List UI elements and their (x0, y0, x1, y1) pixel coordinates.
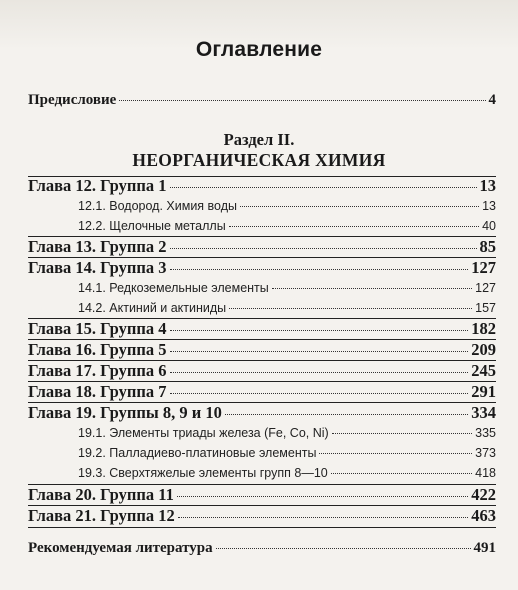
toc-entry-label: Глава 18. Группа 7 (28, 382, 167, 401)
toc-entry-page: 127 (475, 281, 496, 295)
dot-leader (225, 414, 468, 415)
dot-leader (332, 433, 472, 434)
toc-entry-page: 127 (471, 258, 496, 277)
toc-entry-page: 418 (475, 466, 496, 480)
toc-entry-19-3[interactable] (78, 466, 496, 480)
toc-entry-label: Глава 13. Группа 2 (28, 237, 167, 256)
toc-entry-12-1[interactable] (78, 199, 496, 213)
toc-entry-page: 245 (471, 361, 496, 380)
toc-entry-page: 13 (482, 199, 496, 213)
toc-entry-19-2[interactable] (78, 446, 496, 460)
toc-entry-page: 463 (471, 506, 496, 525)
toc-entry-label: Предисловие (28, 92, 117, 108)
dot-leader (331, 473, 472, 474)
toc-entry-label: Глава 14. Группа 3 (28, 258, 167, 277)
toc-entry-label: Глава 15. Группа 4 (28, 319, 167, 338)
dot-leader (170, 269, 469, 270)
toc-entry-page: 85 (479, 237, 496, 256)
toc-entry-page: 373 (475, 446, 496, 460)
dot-leader (119, 100, 485, 101)
toc-entry-label: 12.1. Водород. Химия воды (78, 199, 237, 213)
dot-leader (170, 248, 477, 249)
toc-entry-page: 40 (482, 219, 496, 233)
dot-leader (319, 453, 472, 454)
toc-entry-chapter-14[interactable] (28, 258, 496, 278)
toc-entry-label: Глава 21. Группа 12 (28, 506, 175, 525)
section-number: Раздел II. (223, 130, 295, 149)
toc-entry-label: 19.1. Элементы триады железа (Fe, Co, Ni) (78, 426, 329, 440)
toc-entry-chapter-15[interactable] (28, 319, 496, 339)
toc-entry-label: Рекомендуемая литература (28, 540, 213, 556)
dot-leader (170, 351, 469, 352)
toc-entry-page: 209 (471, 340, 496, 359)
dot-leader (170, 187, 477, 188)
toc-entry-chapter-21[interactable] (28, 506, 496, 526)
page-title: Оглавление (195, 38, 323, 61)
toc-entry-preface[interactable] (28, 92, 496, 109)
toc-entry-label: Глава 20. Группа 11 (28, 485, 174, 504)
toc-entry-chapter-18[interactable] (28, 382, 496, 402)
toc-entry-page: 157 (475, 301, 496, 315)
toc-entry-label: 19.2. Палладиево-платиновые элементы (78, 446, 317, 460)
dot-leader (170, 330, 469, 331)
dot-leader (216, 548, 471, 549)
toc-entry-page: 334 (471, 403, 496, 422)
toc-entry-label: 12.2. Щелочные металлы (78, 219, 226, 233)
dot-leader (272, 288, 472, 289)
toc-entry-label: 14.1. Редкоземельные элементы (78, 281, 269, 295)
toc-entry-chapter-19[interactable] (28, 403, 496, 423)
toc-entry-label: Глава 16. Группа 5 (28, 340, 167, 359)
toc-entry-label: Глава 12. Группа 1 (28, 176, 167, 195)
dot-leader (229, 226, 479, 227)
toc-entry-19-1[interactable] (78, 426, 496, 440)
toc-entry-label: 19.3. Сверхтяжелые элементы групп 8—10 (78, 466, 328, 480)
toc-entry-chapter-17[interactable] (28, 361, 496, 381)
toc-entry-page: 13 (479, 176, 496, 195)
toc-entry-page: 335 (475, 426, 496, 440)
toc-entry-page: 491 (473, 540, 496, 556)
toc-entry-label: Глава 17. Группа 6 (28, 361, 167, 380)
toc-entry-14-1[interactable] (78, 281, 496, 295)
dot-leader (229, 308, 472, 309)
toc-entry-label: 14.2. Актиний и актиниды (78, 301, 227, 315)
toc-entry-page: 422 (471, 485, 496, 504)
dot-leader (170, 393, 469, 394)
dot-leader (240, 206, 479, 207)
toc-entry-page: 182 (471, 319, 496, 338)
dot-leader (170, 372, 469, 373)
toc-entry-page: 291 (471, 382, 496, 401)
section-name: НЕОРГАНИЧЕСКАЯ ХИМИЯ (132, 150, 386, 170)
toc-entry-12-2[interactable] (78, 219, 496, 233)
toc-entry-literature[interactable] (28, 540, 496, 557)
toc-entry-chapter-16[interactable] (28, 340, 496, 360)
dot-leader (177, 496, 468, 497)
rule-line (28, 527, 496, 528)
toc-entry-page: 4 (488, 92, 496, 108)
dot-leader (178, 517, 469, 518)
toc-entry-label: Глава 19. Группы 8, 9 и 10 (28, 403, 222, 422)
toc-entry-14-2[interactable] (78, 301, 496, 315)
toc-entry-chapter-12[interactable] (28, 176, 496, 196)
toc-entry-chapter-20[interactable] (28, 485, 496, 505)
toc-entry-chapter-13[interactable] (28, 237, 496, 257)
